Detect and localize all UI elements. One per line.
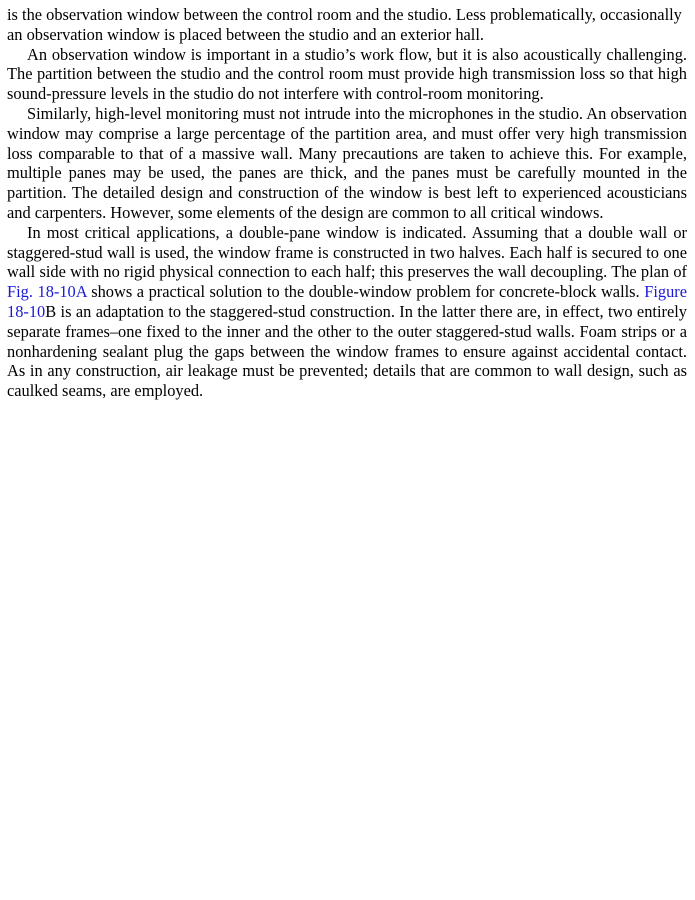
paragraph-2: An observation window is important in a studio’s work flow, but it is also acoustically challenging. The partition between the studio and the control room must provide high transmission loss so that high sound-pressure levels in the studio do not interfere with control-room monitoring. — [7, 44, 687, 104]
figure-reference-link-18-10a[interactable]: Fig. 18-10A — [7, 282, 87, 302]
figure-reference-link-18-10[interactable]: Figure 18-10 — [7, 282, 687, 321]
paragraph-3: Similarly, high-level monitoring must not intrude into the microphones in the studio. An observation window may comprise a large percentage of the partition area, and must offer very high transmission loss comparable to that of a massive wall. Many precautions are taken to achieve this. For example, multiple panes may be used, the panes are thick, and the panes must be carefully mounted in the partition. The detailed design and construction of the window is best left to experienced acousticians and carpenters. However, some elements of the design are common to all critical windows. — [7, 103, 687, 222]
paragraph-1: is the observation window between the control room and the studio. Less problematically, occasionally an observation window is placed between the studio and an exterior hall. — [7, 5, 682, 44]
paragraph-4 — [7, 223, 687, 401]
paragraph-4-text-c: B is an adaptation to the staggered-stud construction. In the latter there are, in effect, two entirely separate frames–one fixed to the inner and the other to the outer staggered-stud walls. Foam strips or a nonhardening sealant plug the gaps between the window frames to ensure against accidental contact. As in any construction, air leakage must be prevented; details that are common to wall design, such as caulked seams, are employed. — [7, 301, 687, 401]
paragraph-4-text-a: In most critical applications, a double-pane window is indicated. Assuming that a double wall or staggered-stud wall is used, the window frame is constructed in two halves. Each half is secured to one wall side with no rigid physical connection to each half; this preserves the wall decoupling. The plan of — [7, 222, 687, 282]
paragraph-4-text-b: shows a practical solution to the double-window problem for concrete-block walls. — [86, 282, 645, 302]
